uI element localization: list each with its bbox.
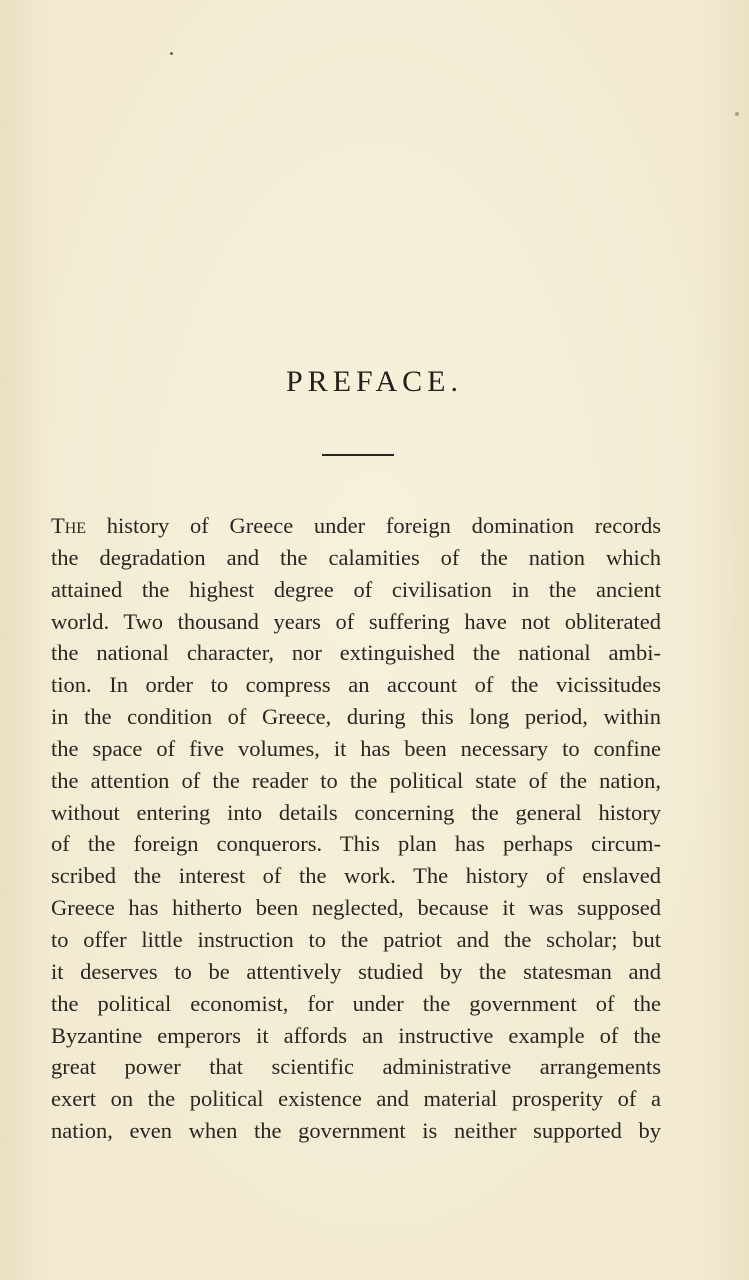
text-line: tion. In order to compress an account of the vicissitudes bbox=[51, 672, 661, 698]
page-title: PREFACE. bbox=[286, 365, 463, 398]
paper-speck bbox=[170, 52, 173, 55]
text-line: attained the highest degree of civilisation in the ancient bbox=[51, 576, 661, 602]
title-rule bbox=[322, 454, 394, 456]
text-line: without entering into details concerning the general history bbox=[51, 799, 661, 825]
text-line: Byzantine emperors it affords an instructive example of the bbox=[51, 1022, 661, 1048]
text-line: of the foreign conquerors. This plan has perhaps circum- bbox=[51, 831, 661, 857]
text-line: nation, even when the government is neither supported by bbox=[51, 1118, 661, 1144]
text-line: exert on the political existence and material prosperity of a bbox=[51, 1086, 661, 1112]
text-line: The history of Greece under foreign domination records bbox=[51, 513, 661, 538]
text-line: the degradation and the calamities of the nation which bbox=[51, 544, 661, 570]
text-line: the political economist, for under the government of the bbox=[51, 990, 661, 1016]
text-line: the space of five volumes, it has been necessary to confine bbox=[51, 735, 661, 761]
text-line: to offer little instruction to the patriot and the scholar; but bbox=[51, 926, 661, 952]
text-line: world. Two thousand years of suffering have not obliterated bbox=[51, 608, 661, 634]
text-line: the attention of the reader to the political state of the nation, bbox=[51, 767, 661, 793]
text-line: scribed the interest of the work. The history of enslaved bbox=[51, 863, 661, 889]
text-line: in the condition of Greece, during this long period, within bbox=[51, 704, 661, 730]
first-word: The bbox=[51, 513, 87, 538]
text-line: the national character, nor extinguished the national ambi- bbox=[51, 640, 661, 666]
text-line: Greece has hitherto been neglected, because it was supposed bbox=[51, 895, 661, 921]
paper-speck bbox=[735, 112, 739, 116]
body-text bbox=[51, 510, 661, 1147]
text-line: it deserves to be attentively studied by the statesman and bbox=[51, 958, 661, 984]
show-through-text bbox=[40, 100, 680, 185]
text-line: great power that scientific administrative arrangements bbox=[51, 1054, 661, 1080]
